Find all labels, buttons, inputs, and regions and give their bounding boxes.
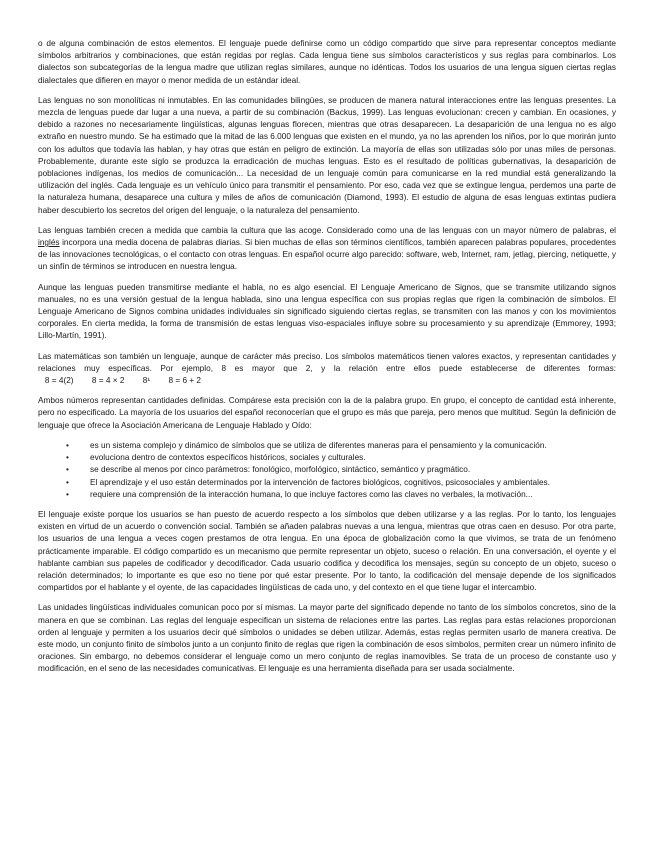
- paragraph-mathematics: [38, 351, 616, 388]
- list-item: [66, 452, 616, 464]
- list-item-text: se describe al menos por cinco parámetros: fonológico, morfológico, sintáctico, semántico y pragmático.: [90, 465, 471, 475]
- paragraph-text: Las matemáticas son también un lenguaje, aunque de carácter más preciso. Los símbolos matemáticos tienen valores exactos, y representan cantidades y relaciones muy específicas. Por ejemplo, 8 es mayor que 2, y la relación entre ellos puede establecerse de diferentes formas:: [38, 351, 616, 373]
- list-item: [66, 440, 616, 452]
- bullet-icon: •: [66, 440, 69, 450]
- bullet-icon: •: [66, 489, 69, 499]
- math-formulas: 8 = 4(2) 8 = 4 × 2 8¹ 8 = 6 + 2: [38, 376, 202, 386]
- paragraph-social-convention: El lenguaje existe porque los usuarios se han puesto de acuerdo respecto a los símbolos que deben utilizarse y a las reglas. Por lo tanto, los lenguajes existen en virtud de un acuerdo o convención social. También se añaden palabras nuevas a una lengua, mientras que otras caen en desuso. Por otra parte, los usuarios de una lengua a veces cogen prestamos de otra lengua. En una época de globalización como la que vivimos, se trata de un fenómeno prácticamente imparable. El código compartido es un mecanismo que permite representar un objeto, suceso o relación. En una conversación, el oyente y el hablante cambian sus papeles de codificador y decodificador. Cada usuario codifica y decodifica los mensajes, según su concepto de un objeto, suceso o relación determinados; lo importante es que eso no tiene por qué estar presente. Por lo tanto, la codificación del mensaje depende de los significados compartidos por el hablante y el oyente, de las capacidades lingüísticas de cada uno, y del contexto en el que tiene lugar el intercambio.: [38, 509, 616, 593]
- list-item: [66, 489, 616, 501]
- paragraph-culture-growth: [38, 225, 616, 274]
- bullet-icon: •: [66, 465, 69, 475]
- bullet-icon: •: [66, 453, 69, 463]
- paragraph-text: incorpora una media docena de palabras diarias. Si bien muchas de ellas son términos científicos, también aparecen palabras populares, procedentes de las innovaciones tecnológicas, o el contacto con otras lenguas. En español ocurre algo parecido: software, web, Internet, ram, jetlag, piercing, netiquette, y un sinfín de términos se introducen en nuestra lengua.: [38, 238, 616, 272]
- paragraph-definition: Ambos números representan cantidades definidas. Compárese esta precisión con la de la palabra grupo. En grupo, el concepto de cantidad está inherente, pero no especificado. La mayoría de los usuarios del español reconocerían que el grupo es más que pareja, pero menos que multitud. Según la definición de lenguaje que ofrece la Asociación Americana de Lenguaje Hablado y Oído:: [38, 396, 616, 430]
- bullet-icon: •: [66, 477, 69, 487]
- ingles-link[interactable]: inglés: [38, 238, 60, 248]
- list-item: [66, 477, 616, 489]
- paragraph-text: Las lenguas también crecen a medida que cambia la cultura que las acoge. Considerado como una de las lenguas con un mayor número de palabras, el: [38, 225, 616, 235]
- list-item-text: El aprendizaje y el uso están determinados por la intervención de factores biológicos, cognitivos, psicosociales y ambientales.: [90, 477, 550, 487]
- list-item-text: evoluciona dentro de contextos específicos históricos, sociales y culturales.: [90, 453, 366, 463]
- paragraph-dialects: o de alguna combinación de estos elementos. El lenguaje puede definirse como un código compartido que sirve para representar conceptos mediante símbolos arbitrarios y combinaciones, que están regidas por reglas. Cada lengua tiene sus símbolos característicos y sus reglas para combinarlos. Los dialectos son subcategorías de la lengua madre que utilizan reglas similares, aunque no idénticas. Todos los usuarios de una lengua siguen ciertas reglas dialectales que difieren en mayor o menor medida de un estándar ideal.: [38, 39, 616, 85]
- definition-list: [38, 440, 616, 501]
- paragraph-rules: Las unidades lingüísticas individuales comunican poco por sí mismas. La mayor parte del significado depende no tanto de los símbolos concretos, sino de la manera en que se combinan. Las reglas del lenguaje especifican un sistema de relaciones entre las partes. Las reglas para estas relaciones proporcionan orden al lenguaje y permiten a los usuarios decir qué símbolos o unidades se deben utilizar. Además, estas reglas permiten usarlo de manera creativa. De este modo, un conjunto finito de símbolos junto a un conjunto finito de reglas que rigen la combinación de esos símbolos, permiten crear un número infinito de oraciones. Sin embargo, no debemos considerar el lenguaje como un mero conjunto de reglas inamovibles. Se trata de un proceso de constante uso y modificación, en el seno de las necesidades comunicativas. El lenguaje es una herramienta diseñada para ser usada socialmente.: [38, 603, 616, 674]
- list-item-text: requiere una comprensión de la interacción humana, lo que incluye factores como las claves no verbales, la motivación...: [90, 489, 533, 499]
- list-item-text: es un sistema complejo y dinámico de símbolos que se utiliza de diferentes maneras para el pensamiento y la comunicación.: [90, 440, 547, 450]
- paragraph-language-evolution: Las lenguas no son monolíticas ni inmutables. En las comunidades bilingües, se producen de manera natural interacciones entre las lenguas presentes. La mezcla de lenguas puede dar lugar a una nueva, a partir de su combinación (Backus, 1999). Las lenguas evolucionan: crecen y cambian. En ocasiones, y debido a razones no necesariamente lingüísticas, algunas lenguas florecen, mientras que otras desaparecen. La desaparición de una lengua no es algo extraño en nuestro mundo. Se ha estimado que la mitad de las 6.000 lenguas que existen en el mundo, ya no las aprenden los niños, por lo que morirán junto con los adultos que todavía las hablan, y hay otras que están en peligro de extinción. La mayoría de ellas son utilizadas sólo por unas miles de personas. Probablemente, durante este siglo se produzca la erradicación de muchas lenguas. Esto es el resultado de políticas gubernativas, la desaparición de poblaciones indígenas, los medios de comunicación... La necesidad de un lenguaje común para comunicarse en la red mundial está generalizando la utilización del inglés. Cada lenguaje es un vehículo único para transmitir el pensamiento. Por eso, cada vez que se extingue lengua, perdemos una parte de la naturaleza humana, desaparece una cultura y miles de años de comunicación (Diamond, 1993). El estudio de alguna de esas lenguas extintas pudiera haber descubierto los secretos del origen del lenguaje, o la naturaleza del pensamiento.: [38, 95, 616, 215]
- paragraph-sign-language: Aunque las lenguas pueden transmitirse mediante el habla, no es algo esencial. El Lenguaje Americano de Signos, que se transmite utilizando signos manuales, no es una versión gestual de la lengua hablada, sino una lengua específica con sus propias reglas que rigen la combinación de símbolos. El Lenguaje Americano de Signos combina unidades individuales sin significado siguiendo ciertas reglas, se transmiten con las manos y con los movimientos corporales. En cierta medida, la forma de transmisión de estas lenguas viso-espaciales influye sobre su procesamiento y su aprendizaje (Emmorey, 1993; Lillo-Martín, 1991).: [38, 282, 616, 341]
- list-item: [66, 464, 616, 476]
